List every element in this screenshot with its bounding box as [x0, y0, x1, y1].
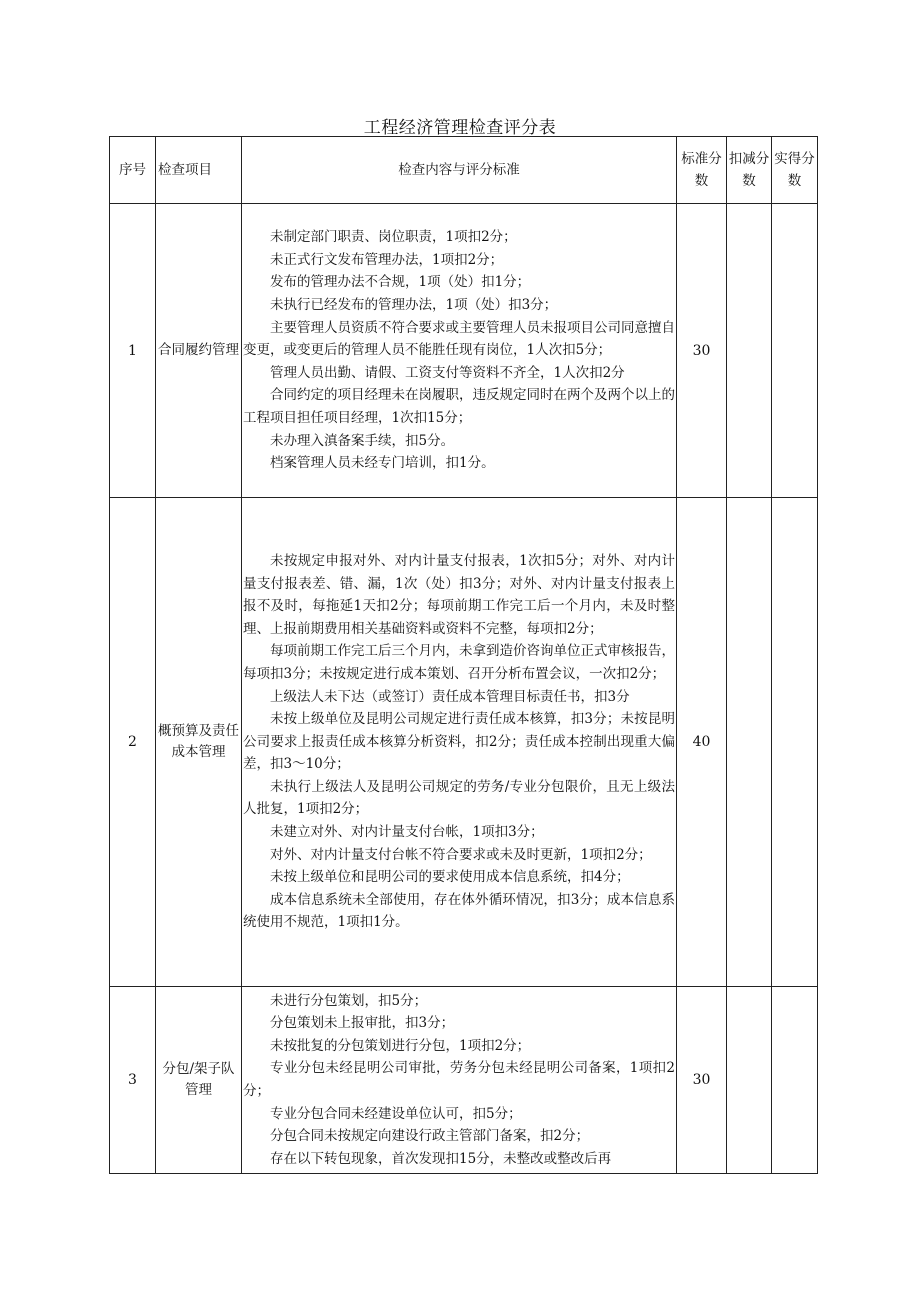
criteria-line: 成本信息系统未全部使用，存在体外循环情况，扣3分；成本信息系统使用不规范，1项扣1分。	[243, 891, 675, 931]
criteria-line: 管理人员出勤、请假、工资支付等资料不齐全，1人次扣2分	[270, 364, 625, 381]
criteria-line: 未制定部门职责、岗位职责，1项扣2分；	[270, 229, 517, 246]
page-title: 工程经济管理检查评分表	[363, 118, 557, 138]
row-item: 概预算及责任成本管理	[156, 498, 242, 987]
row-no: 1	[110, 204, 156, 498]
header-item: 检查项目	[156, 137, 242, 204]
criteria-line: 对外、对内计量支付台帐不符合要求或未及时更新，1项扣2分；	[270, 846, 652, 863]
criteria-line: 未按规定申报对外、对内计量支付报表，1次扣5分；对外、对内计量支付报表差、错、漏，1次（处）扣3分；对外、对内计量支付报表上报不及时，每拖延1天扣2分；每项前期工作完工后一个月内，未及时整理、上报前期费用相关基础资料或资料不完整，每项扣2分；	[243, 552, 675, 637]
row-deduct	[727, 987, 772, 1174]
row-std-score: 40	[677, 498, 727, 987]
row-deduct	[727, 498, 772, 987]
table-row	[110, 204, 818, 498]
row-content	[242, 987, 677, 1174]
criteria-line: 未按上级单位和昆明公司的要求使用成本信息系统，扣4分；	[270, 869, 630, 886]
criteria-line: 未执行上级法人及昆明公司规定的劳务/专业分包限价，且无上级法人批复，1项扣2分；	[243, 778, 675, 818]
table-row	[110, 498, 818, 987]
table-row	[110, 987, 818, 1174]
criteria-line: 专业分包未经昆明公司审批，劳务分包未经昆明公司备案，1项扣2分；	[243, 1060, 675, 1099]
score-table	[109, 136, 818, 1174]
criteria-line: 未执行已经发布的管理办法，1项（处）扣3分；	[270, 297, 558, 314]
criteria-line: 分包策划未上报审批，扣3分；	[270, 1015, 455, 1032]
criteria-line: 未按上级单位及昆明公司规定进行责任成本核算，扣3分；未按昆明公司要求上报责任成本核算分析资料，扣2分；责任成本控制出现重大偏差，扣3～10分；	[243, 711, 675, 773]
row-actual	[772, 498, 818, 987]
header-no: 序号	[110, 137, 156, 204]
criteria-line: 专业分包合同未经建设单位认可，扣5分；	[270, 1105, 522, 1122]
criteria-line: 主要管理人员资质不符合要求或主要管理人员未报项目公司同意擅自变更，或变更后的管理人员不能胜任现有岗位，1人次扣5分；	[243, 319, 675, 359]
criteria-line: 上级法人未下达（或签订）责任成本管理目标责任书，扣3分	[270, 688, 630, 705]
row-item: 合同履约管理	[156, 204, 242, 498]
criteria-line: 未按批复的分包策划进行分包，1项扣2分；	[270, 1037, 531, 1054]
criteria-line: 未办理入滇备案手续，扣5分。	[270, 432, 455, 449]
row-item: 分包/架子队管理	[156, 987, 242, 1174]
criteria-line: 未正式行文发布管理办法，1项扣2分；	[270, 251, 504, 268]
criteria-line: 档案管理人员未经专门培训，扣1分。	[270, 455, 495, 472]
criteria-line: 合同约定的项目经理未在岗履职，违反规定同时在两个及两个以上的工程项目担任项目经理，1次扣15分；	[243, 387, 675, 426]
criteria-line: 每项前期工作完工后三个月内，未拿到造价咨询单位正式审核报告，每项扣3分；未按规定进行成本策划、召开分析布置会议，一次扣2分；	[243, 643, 675, 682]
header-deduct: 扣减分数	[727, 137, 772, 204]
header-row	[110, 137, 818, 204]
row-std-score: 30	[677, 987, 727, 1174]
header-content: 检查内容与评分标准	[242, 137, 677, 204]
header-std-score: 标准分数	[677, 137, 727, 204]
header-actual: 实得分数	[772, 137, 818, 204]
row-std-score: 30	[677, 204, 727, 498]
criteria-line: 存在以下转包现象，首次发现扣15分，未整改或整改后再	[270, 1150, 612, 1167]
criteria-line: 分包合同未按规定向建设行政主管部门备案，扣2分；	[270, 1128, 590, 1145]
row-no: 3	[110, 987, 156, 1174]
row-actual	[772, 987, 818, 1174]
criteria-line: 未建立对外、对内计量支付台帐，1项扣3分；	[270, 824, 544, 841]
row-content	[242, 204, 677, 498]
row-deduct	[727, 204, 772, 498]
row-actual	[772, 204, 818, 498]
row-content	[242, 498, 677, 987]
criteria-line: 发布的管理办法不合规，1项（处）扣1分；	[270, 274, 531, 291]
criteria-line: 未进行分包策划，扣5分；	[270, 992, 428, 1009]
row-no: 2	[110, 498, 156, 987]
